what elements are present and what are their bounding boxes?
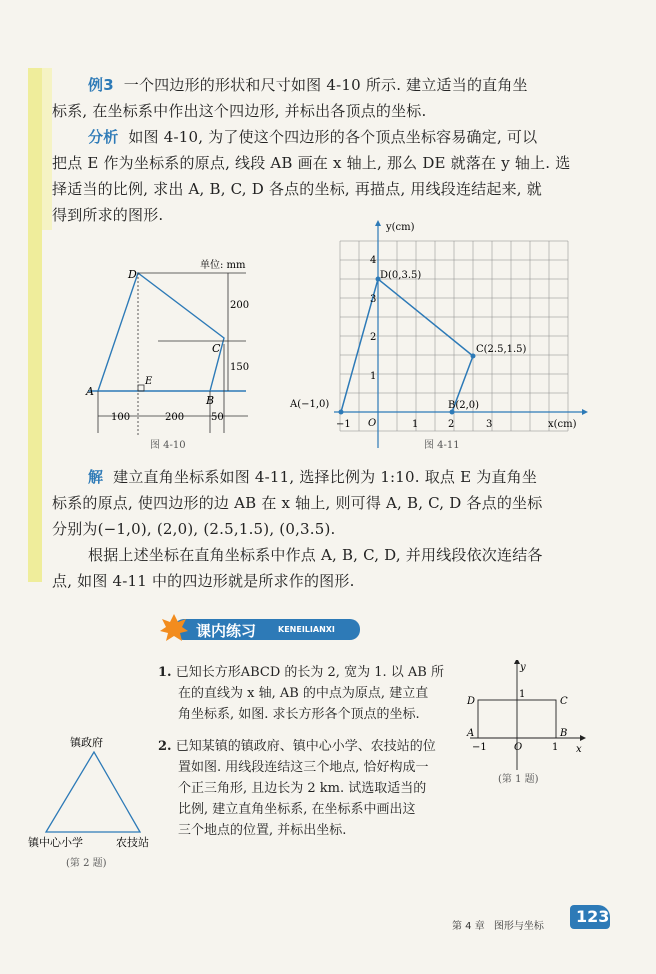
margin-highlight-light	[42, 68, 52, 230]
banner-title: 课内练习	[196, 622, 257, 640]
svg-text:A: A	[467, 728, 475, 739]
origin-label: O	[368, 418, 377, 429]
fig410-dim-100: 100	[111, 412, 131, 423]
school-label: 镇中心小学	[28, 836, 83, 849]
quad-outline	[98, 273, 224, 391]
svg-text:2: 2	[448, 419, 455, 430]
solution-line-5: 点, 如图 4-11 中的四边形就是所求作的图形.	[52, 572, 355, 590]
svg-text:−1: −1	[472, 742, 487, 753]
figure-4-10	[78, 248, 258, 458]
town-hall-label: 镇政府	[70, 736, 103, 749]
svg-text:4: 4	[370, 255, 377, 266]
svg-text:1: 1	[370, 371, 377, 382]
svg-text:3: 3	[486, 419, 493, 430]
page-number-badge	[570, 905, 610, 929]
point-b-label: B(2,0)	[448, 400, 480, 411]
fig410-label-d: D	[128, 268, 137, 281]
point-a-label: A(−1,0)	[290, 399, 330, 410]
fig410-label-a: A	[86, 385, 94, 398]
triangle	[46, 752, 140, 832]
analysis-line-3: 择适当的比例, 求出 A, B, C, D 各点的坐标, 再描点, 用线段连结起来, 就	[52, 180, 542, 198]
svg-text:1: 1	[519, 689, 526, 700]
fig410-caption: 图 4-10	[150, 440, 186, 451]
solution-label: 解	[88, 468, 104, 486]
svg-text:O: O	[514, 742, 523, 753]
fig410-label-e: E	[145, 376, 153, 387]
svg-text:1: 1	[552, 742, 559, 753]
example-line-1: 例3 一个四边形的形状和尺寸如图 4-10 所示. 建立适当的直角坐	[88, 76, 528, 94]
margin-highlight	[28, 68, 42, 582]
svg-text:B: B	[560, 728, 568, 739]
x-axis-label: x(cm)	[548, 419, 577, 430]
farm-station-label: 农技站	[116, 836, 149, 849]
exercise-2-figure	[26, 732, 166, 872]
figure-4-11	[286, 216, 588, 460]
exercise-2-caption: (第 2 题)	[66, 858, 107, 869]
solution-line-1: 解 建立直角坐标系如图 4-11, 选择比例为 1:10. 取点 E 为直角坐	[88, 468, 538, 486]
exercise-1: 1. 已知长方形ABCD 的长为 2, 宽为 1. 以 AB 所 在的直线为 x 轴, AB 的中点为原点, 建立直 角坐标系, 如图. 求长方形各个顶点的坐标.	[158, 665, 444, 722]
quad-411	[341, 279, 473, 412]
exercise-2: 2. 已知某镇的镇政府、镇中心小学、农技站的位 置如图. 用线段连结这三个地点, 恰好构成一 个正三角形, 且边长为 2 km. 试选取适当的 比例, 建立直角坐标系, 在坐标系中画出这 三个地点的位置, 并标出坐标.	[158, 739, 436, 838]
fig410-unit: 单位: mm	[200, 260, 246, 271]
fig410-dim-150: 150	[230, 362, 250, 373]
point-d-label: D(0,3.5)	[380, 270, 422, 281]
svg-text:−1: −1	[336, 419, 351, 430]
fig410-dim-200h: 200	[165, 412, 185, 423]
fig410-label-c: C	[212, 342, 221, 355]
y-axis-label: y(cm)	[386, 222, 415, 233]
fig410-dim-200v: 200	[230, 300, 250, 311]
page-number: 123	[576, 907, 610, 926]
example-line-2: 标系, 在坐标系中作出这个四边形, 并标出各顶点的坐标.	[52, 102, 427, 120]
analysis-label: 分析	[88, 128, 119, 146]
svg-text:3: 3	[370, 294, 377, 305]
svg-text:C: C	[560, 696, 568, 707]
exercise-banner	[160, 614, 360, 644]
exercise-1-caption: (第 1 题)	[498, 774, 539, 785]
banner-subtitle: KENEILIANXI	[278, 625, 335, 634]
y-axis-arrow	[375, 220, 381, 226]
svg-text:1: 1	[412, 419, 419, 430]
svg-text:x: x	[576, 744, 582, 755]
solution-line-2: 标系的原点, 使四边形的边 AB 在 x 轴上, 则可得 A, B, C, D 各点的坐标	[52, 494, 543, 512]
fig410-label-b: B	[206, 394, 215, 407]
analysis-line-4: 得到所求的图形.	[52, 206, 164, 224]
svg-text:y: y	[520, 662, 526, 673]
svg-text:2: 2	[370, 332, 377, 343]
footer-chapter: 第 4 章 图形与坐标	[452, 921, 544, 932]
exercise-1-figure	[462, 660, 592, 788]
analysis-line-2: 把点 E 作为坐标系的原点, 线段 AB 画在 x 轴上, 那么 DE 就落在 y 轴上. 选	[52, 154, 571, 172]
solution-line-3: 分别为(−1,0), (2,0), (2.5,1.5), (0,3.5).	[52, 520, 336, 538]
solution-line-4: 根据上述坐标在直角坐标系中作点 A, B, C, D, 并用线段依次连结各	[88, 546, 543, 564]
analysis-line-1: 分析 如图 4-10, 为了使这个四边形的各个顶点坐标容易确定, 可以	[88, 128, 538, 146]
point-c-label: C(2.5,1.5)	[476, 344, 527, 355]
fig410-dim-50: 50	[211, 412, 224, 423]
example-label: 例3	[88, 76, 114, 94]
fig411-caption: 图 4-11	[424, 440, 460, 451]
svg-text:D: D	[467, 696, 476, 707]
x-axis-arrow	[582, 409, 588, 415]
